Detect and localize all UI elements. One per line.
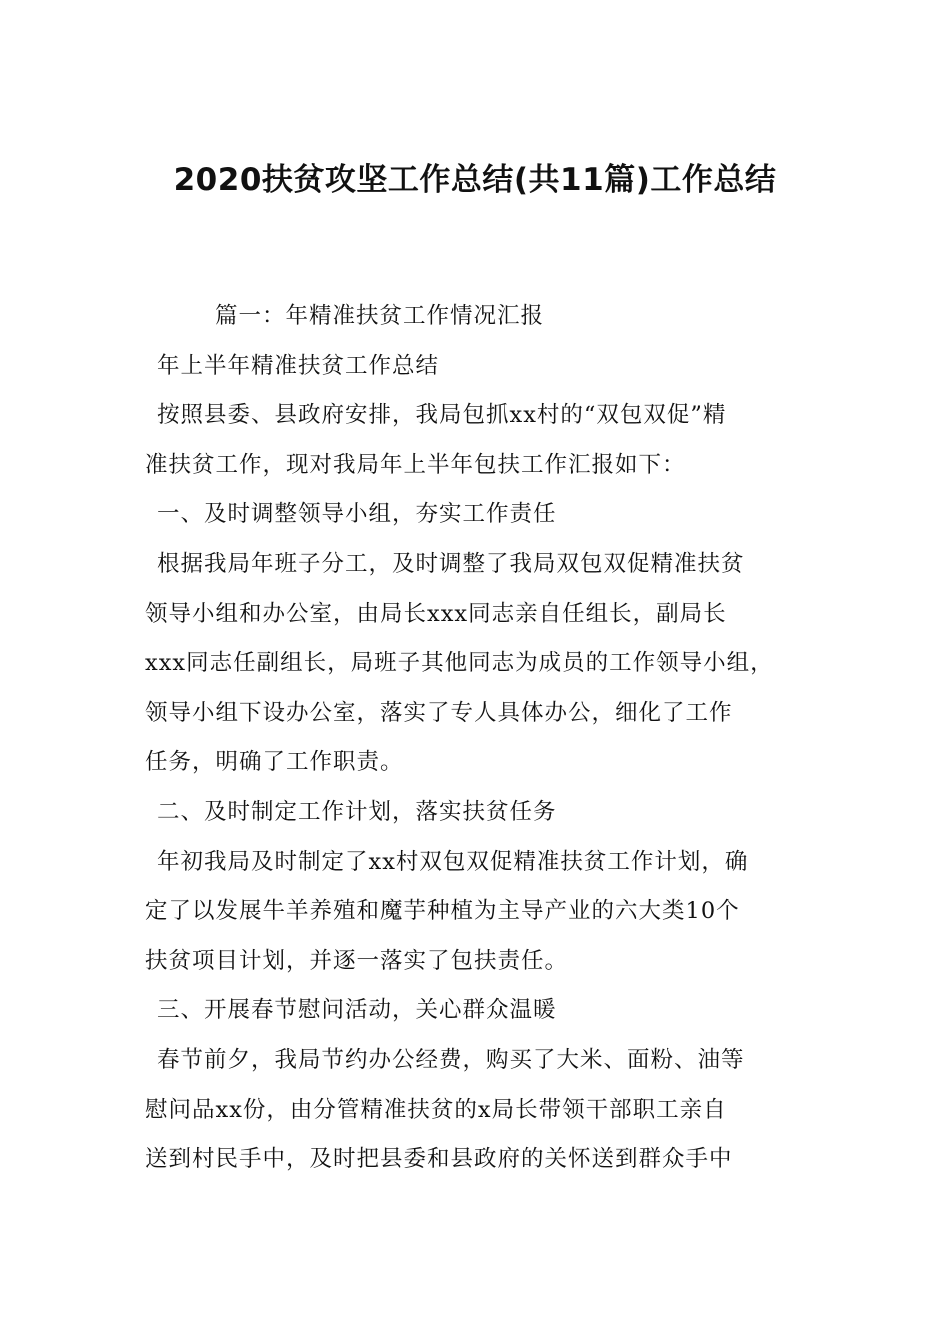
subsection-heading: 一、及时调整领导小组，夯实工作责任	[157, 501, 557, 528]
subsection-heading: 二、及时制定工作计划，落实扶贫任务	[157, 798, 557, 825]
body-line: 慰问品xx份，由分管精准扶贫的x局长带领干部职工亲自	[145, 1096, 727, 1123]
subsection-heading: 三、开展春节慰问活动，关心群众温暖	[157, 997, 557, 1024]
body-line: 定了以发展牛羊养殖和魔芋种植为主导产业的六大类10个	[145, 898, 740, 925]
body-line: 按照县委、县政府安排，我局包抓xx村的“双包双促”精	[157, 402, 727, 429]
body-line: 任务，明确了工作职责。	[145, 749, 404, 776]
section-heading: 篇一：年精准扶贫工作情况汇报	[215, 303, 545, 329]
body-line: 春节前夕，我局节约办公经费，购买了大米、面粉、油等	[157, 1046, 745, 1073]
body-line: 根据我局年班子分工，及时调整了我局双包双促精准扶贫	[157, 550, 745, 577]
body-line: 领导小组和办公室，由局长xxx同志亲自任组长，副局长	[145, 600, 727, 627]
body-line: 准扶贫工作，现对我局年上半年包扶工作汇报如下：	[145, 451, 686, 478]
document-body	[145, 292, 815, 1185]
body-line: 扶贫项目计划，并逐一落实了包扶责任。	[145, 947, 569, 974]
body-line: 年初我局及时制定了xx村双包双促精准扶贫工作计划，确	[157, 848, 749, 875]
body-line: 领导小组下设办公室，落实了专人具体办公，细化了工作	[145, 699, 733, 726]
document-title: 2020扶贫攻坚工作总结(共11篇)工作总结	[173, 162, 777, 198]
body-line: 送到村民手中，及时把县委和县政府的关怀送到群众手中	[145, 1146, 733, 1173]
body-line: xxx同志任副组长，局班子其他同志为成员的工作领导小组，	[145, 650, 774, 677]
body-line: 年上半年精准扶贫工作总结	[157, 352, 440, 379]
